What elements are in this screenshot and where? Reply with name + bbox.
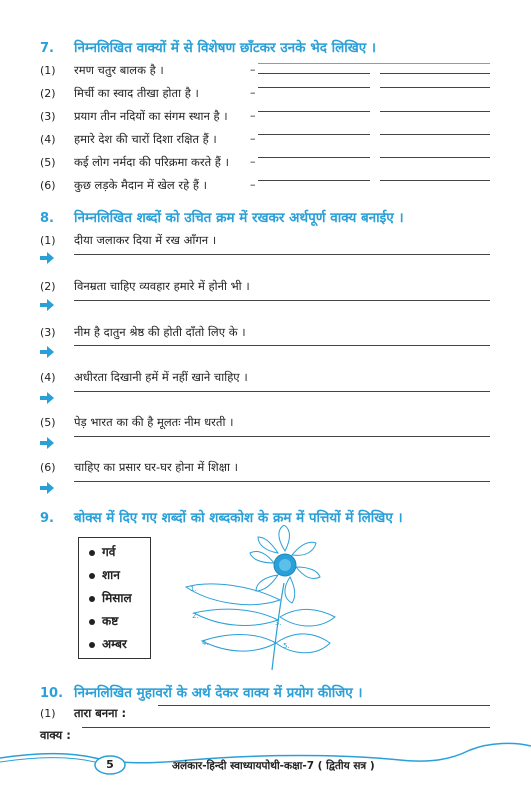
question-7-title: निम्नलिखित वाक्यों में से विशेषण छाँटकर उनके भेद लिखिए । xyxy=(74,40,377,56)
right-arrow-icon xyxy=(40,437,54,449)
q8-item-number: (5) xyxy=(40,416,56,429)
q7-answer-line[interactable] xyxy=(380,157,490,158)
bullet-icon xyxy=(89,642,95,648)
question-9-heading xyxy=(40,508,403,526)
q7-answer-line[interactable] xyxy=(258,73,370,74)
question-8-number: 8. xyxy=(40,211,54,226)
bullet-icon xyxy=(89,550,95,556)
q7-item-6 xyxy=(40,178,207,193)
q10-item-number: (1) xyxy=(40,707,56,720)
word-box-word: अम्बर xyxy=(102,637,127,651)
leaf-label: 3. xyxy=(275,619,282,627)
q7-item-number: (1) xyxy=(40,64,56,77)
flower-diagram xyxy=(180,525,340,675)
q7-item-number: (6) xyxy=(40,179,56,192)
right-arrow-icon xyxy=(40,482,54,494)
q7-item-separator: – xyxy=(250,155,256,168)
q8-item-2 xyxy=(40,279,250,294)
q7-answer-line[interactable] xyxy=(380,111,490,112)
q8-answer-line[interactable] xyxy=(74,345,490,346)
q8-item-text: विनम्रता चाहिए व्यवहार हमारे में होनी भी । xyxy=(74,279,250,293)
q7-item-separator: – xyxy=(250,86,256,99)
word-box-item xyxy=(89,589,132,606)
footer-book-title: अलंकार-हिन्दी स्वाध्यायपोथी-कक्षा-7 ( द्वितीय सत्र ) xyxy=(172,760,375,772)
right-arrow-icon xyxy=(40,392,54,404)
q8-item-number: (2) xyxy=(40,280,56,293)
question-8-title: निम्नलिखित शब्दों को उचित क्रम में रखकर अर्थपूर्ण वाक्य बनाईए । xyxy=(74,210,404,226)
leaf-label: 2. xyxy=(192,612,199,620)
q8-item-number: (4) xyxy=(40,371,56,384)
right-arrow-icon xyxy=(40,252,54,264)
q10-item-1 xyxy=(40,706,126,721)
q7-answer-line[interactable] xyxy=(380,134,490,135)
q7-item-text: रमण चतुर बालक है । xyxy=(74,63,164,77)
q8-item-text: नीम है दातुन श्रेष्ठ की होती दाँतो लिए के । xyxy=(74,325,246,339)
word-box-item xyxy=(89,612,118,629)
q7-item-separator: – xyxy=(250,109,256,122)
question-9-title: बोक्स में दिए गए शब्दों को शब्दकोश के क्रम में पत्तियों में लिखिए । xyxy=(74,510,403,526)
q8-item-6 xyxy=(40,460,238,475)
word-box xyxy=(78,537,151,659)
question-10-title: निम्नलिखित मुहावरों के अर्थ देकर वाक्य में प्रयोग कीजिए । xyxy=(74,685,363,701)
word-box-word: शान xyxy=(102,568,120,582)
question-10-heading xyxy=(40,683,363,701)
q7-item-text: मिर्ची का स्वाद तीखा होता है । xyxy=(74,86,199,100)
page-number: 5 xyxy=(106,758,114,771)
leaf-label: 5. xyxy=(283,642,290,650)
q8-item-text: दीया जलाकर दिया में रख आँगन । xyxy=(74,233,217,247)
q8-item-number: (3) xyxy=(40,326,56,339)
question-8-heading xyxy=(40,208,404,226)
bullet-icon xyxy=(89,573,95,579)
q8-answer-line[interactable] xyxy=(74,391,490,392)
q8-item-1 xyxy=(40,233,216,248)
q10-sentence-label: वाक्य : xyxy=(40,728,71,742)
q7-item-separator: – xyxy=(250,178,256,191)
q7-item-text: हमारे देश की चारों दिशा रक्षित हैं । xyxy=(74,132,217,146)
q7-item-number: (5) xyxy=(40,156,56,169)
q7-answer-line[interactable] xyxy=(380,73,490,74)
q7-item-text: कई लोग नर्मदा की परिक्रमा करते हैं । xyxy=(74,155,229,169)
q8-item-5 xyxy=(40,415,233,430)
q8-item-text: चाहिए का प्रसार घर-घर होना में शिक्षा । xyxy=(74,460,238,474)
right-arrow-icon xyxy=(40,299,54,311)
leaf-label: 4. xyxy=(202,639,209,647)
right-arrow-icon xyxy=(40,346,54,358)
q7-item-3 xyxy=(40,109,228,124)
q7-item-2 xyxy=(40,86,199,101)
q7-item-text: प्रयाग तीन नदियों का संगम स्थान है । xyxy=(74,109,228,123)
q8-item-text: पेड़ भारत का की है मूलतः नीम धरती । xyxy=(74,415,234,429)
q7-item-separator: – xyxy=(250,63,256,76)
question-9-number: 9. xyxy=(40,511,54,526)
word-box-word: मिसाल xyxy=(102,591,132,605)
q8-item-3 xyxy=(40,325,246,340)
q7-item-1 xyxy=(40,63,164,78)
q7-item-number: (2) xyxy=(40,87,56,100)
word-box-item xyxy=(89,566,120,583)
q7-answer-line[interactable] xyxy=(258,111,370,112)
question-7-number: 7. xyxy=(40,41,54,56)
q8-answer-line[interactable] xyxy=(74,254,490,255)
q7-item-separator: – xyxy=(250,132,256,145)
word-box-item xyxy=(89,543,115,560)
q8-answer-line[interactable] xyxy=(74,436,490,437)
q8-answer-line[interactable] xyxy=(74,300,490,301)
q7-item-text: कुछ लड़के मैदान में खेल रहे हैं । xyxy=(74,178,207,192)
q10-meaning-line[interactable] xyxy=(158,705,490,706)
q7-item-number: (3) xyxy=(40,110,56,123)
q7-item-4 xyxy=(40,132,217,147)
q7-item-5 xyxy=(40,155,229,170)
q7-answer-line-top[interactable] xyxy=(258,63,490,64)
word-box-item xyxy=(89,635,127,652)
q7-answer-line[interactable] xyxy=(380,87,490,88)
leaf-label: 1. xyxy=(190,585,197,593)
q7-item-number: (4) xyxy=(40,133,56,146)
q10-idiom: तारा बनना : xyxy=(74,706,127,720)
q7-answer-line[interactable] xyxy=(258,180,370,181)
word-box-word: गर्व xyxy=(102,545,116,559)
q7-answer-line[interactable] xyxy=(258,134,370,135)
bullet-icon xyxy=(89,596,95,602)
bullet-icon xyxy=(89,619,95,625)
q8-item-number: (1) xyxy=(40,234,56,247)
q7-answer-line[interactable] xyxy=(258,157,370,158)
q7-answer-line[interactable] xyxy=(258,87,370,88)
q10-sentence-line[interactable] xyxy=(82,727,490,728)
question-7-heading xyxy=(40,38,376,56)
q8-item-number: (6) xyxy=(40,461,56,474)
word-box-word: कष्ट xyxy=(102,614,119,628)
q8-item-text: अधीरता दिखानी हमें में नहीं खाने चाहिए । xyxy=(74,370,248,384)
question-10-number: 10. xyxy=(40,686,64,701)
q8-answer-line[interactable] xyxy=(74,481,490,482)
q8-item-4 xyxy=(40,370,248,385)
q7-answer-line[interactable] xyxy=(380,180,490,181)
